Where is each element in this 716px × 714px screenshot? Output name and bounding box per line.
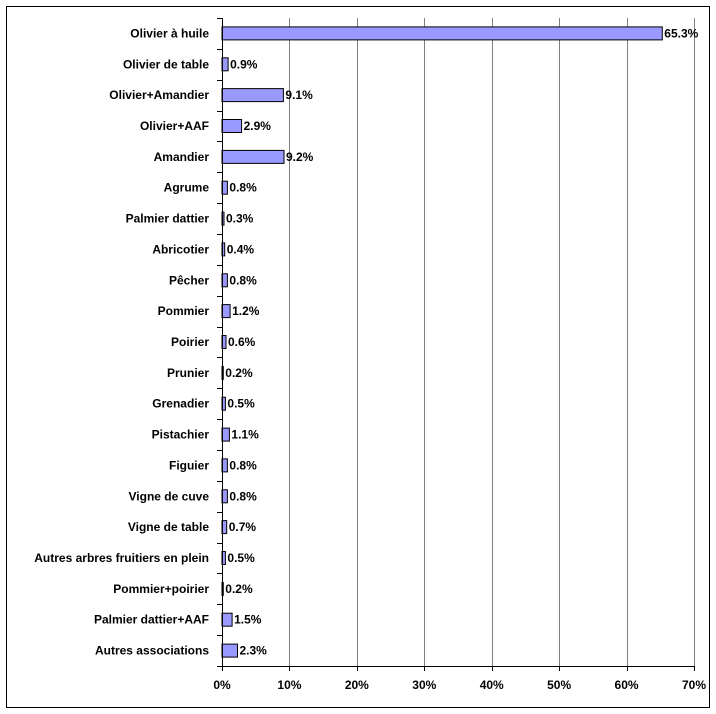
category-label: Grenadier (152, 396, 209, 411)
data-label: 0.2% (225, 581, 253, 596)
data-label: 0.9% (230, 57, 258, 72)
data-label: 2.3% (239, 643, 267, 658)
data-label: 0.4% (226, 242, 255, 257)
bar (222, 613, 232, 626)
category-label: Pommier+poirier (113, 581, 209, 596)
x-tick-label: 50% (547, 678, 572, 692)
category-label: Poirier (170, 335, 209, 349)
data-label: 2.9% (243, 119, 271, 133)
category-label: Pommier (157, 304, 209, 319)
category-label: Olivier+AAF (139, 119, 209, 133)
category-label: Olivier de table (122, 57, 209, 72)
data-label: 9.2% (286, 149, 314, 164)
bar (222, 305, 230, 318)
data-label: 0.2% (225, 365, 253, 380)
bar (222, 428, 229, 441)
category-label: Palmier dattier+AAF (93, 612, 209, 627)
data-label: 0.7% (228, 520, 257, 535)
category-label: Vigne de cuve (128, 489, 209, 504)
category-label: Autres associations (94, 643, 209, 658)
data-label: 0.3% (226, 211, 254, 226)
bar (222, 89, 283, 102)
category-label: Pistachier (151, 427, 209, 442)
category-label: Amandier (153, 149, 209, 164)
data-label: 1.5% (234, 612, 262, 627)
x-tick-label: 40% (479, 678, 504, 692)
x-tick-label: 10% (277, 678, 302, 692)
category-label: Figuier (168, 458, 209, 473)
category-label: Agrume (163, 180, 209, 195)
x-tick-label: 0% (213, 678, 231, 692)
x-tick-label: 30% (412, 678, 437, 692)
category-label: Prunier (166, 365, 209, 380)
bar (222, 150, 284, 163)
x-tick-label: 20% (344, 678, 369, 692)
category-label: Pêcher (168, 273, 209, 288)
data-label: 1.1% (231, 427, 259, 442)
bar (222, 120, 242, 133)
category-label: Abricotier (152, 242, 209, 257)
category-label: Olivier à huile (130, 26, 209, 41)
data-label: 0.5% (227, 551, 255, 565)
data-label: 0.5% (227, 396, 255, 411)
x-tick-label: 60% (614, 678, 639, 692)
data-label: 0.8% (229, 180, 257, 195)
category-label: Autres arbres fruitiers en plein (34, 551, 209, 565)
bar (222, 27, 662, 40)
data-label: 9.1% (285, 88, 313, 103)
x-tick-label: 70% (681, 678, 707, 692)
data-label: 1.2% (232, 304, 260, 319)
data-label: 0.8% (229, 489, 257, 504)
category-label: Vigne de table (127, 520, 209, 535)
category-label: Palmier dattier (125, 211, 209, 226)
data-label: 0.6% (228, 335, 256, 349)
bar (222, 644, 238, 657)
data-label: 0.8% (229, 273, 257, 288)
category-label: Olivier+Amandier (109, 88, 209, 103)
data-label: 65.3% (664, 26, 699, 41)
data-label: 0.8% (229, 458, 257, 473)
